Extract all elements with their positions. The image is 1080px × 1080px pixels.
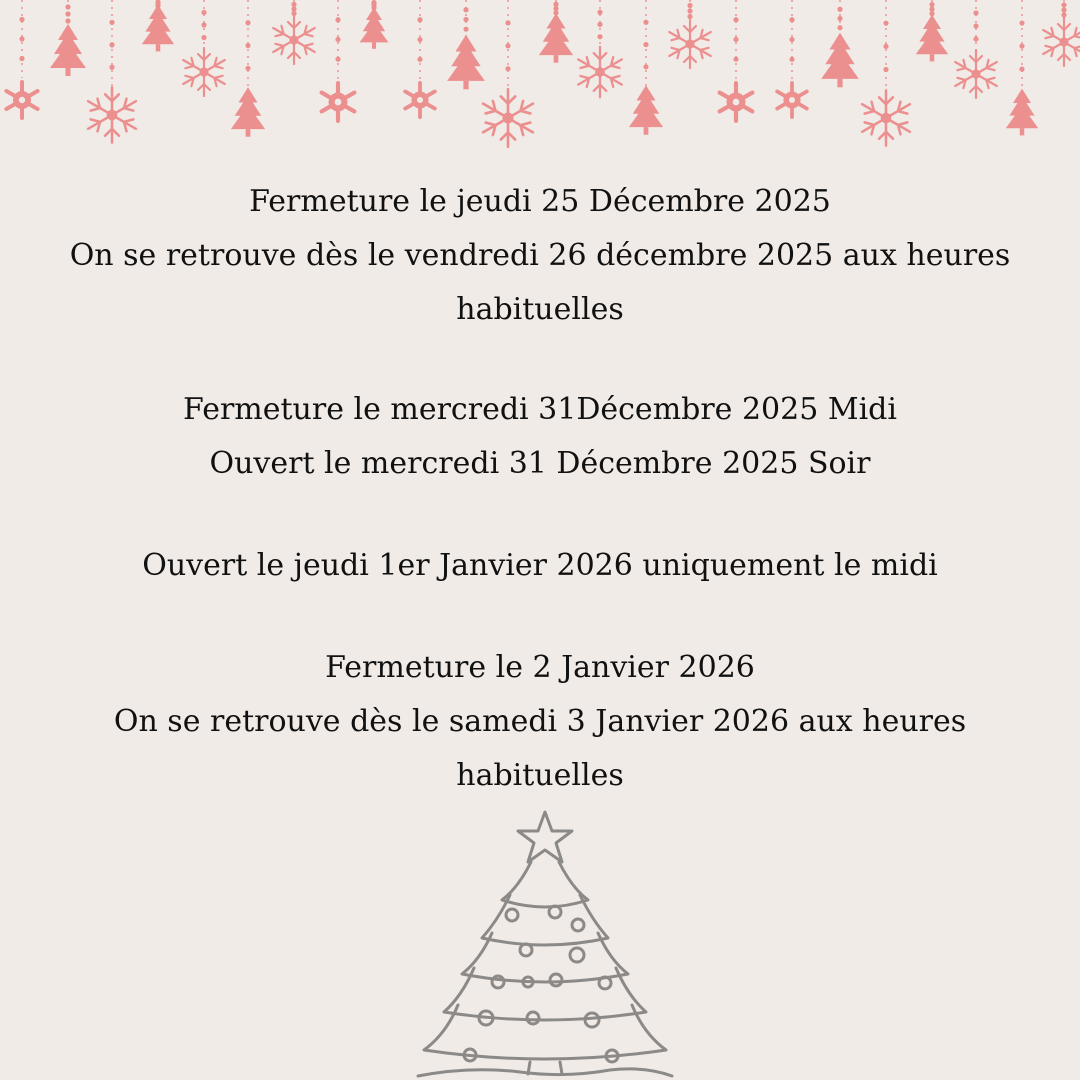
tree-ornament-icon bbox=[50, 0, 86, 76]
snowflake-ornament-icon bbox=[1043, 0, 1080, 66]
garland-decoration bbox=[0, 0, 1080, 170]
notice-christmas-closure bbox=[0, 175, 1080, 337]
notice-line: habituelles bbox=[456, 758, 624, 793]
snowflake-ornament-icon bbox=[273, 0, 315, 64]
notice-january-closure bbox=[0, 641, 1080, 803]
notice-new-years-day bbox=[0, 539, 1080, 593]
snowflake-ornament-icon bbox=[862, 0, 910, 146]
notice-line: Fermeture le mercredi 31Décembre 2025 Midi bbox=[183, 392, 897, 427]
notice-line: On se retrouve dès le samedi 3 Janvier 2026 aux heures bbox=[113, 704, 967, 739]
christmas-tree-icon bbox=[400, 800, 690, 1080]
tree-ornament-icon bbox=[1006, 0, 1038, 135]
tree-ornament-icon bbox=[629, 0, 663, 135]
snowflake-ornament-icon bbox=[777, 0, 807, 117]
tree-ornament-icon bbox=[231, 0, 265, 137]
snowflake-ornament-icon bbox=[669, 0, 711, 68]
snowflake-ornament-icon bbox=[405, 0, 435, 117]
notice-line: Ouvert le jeudi 1er Janvier 2026 uniquement le midi bbox=[142, 548, 938, 583]
tree-ornament-icon bbox=[360, 0, 389, 49]
notice-line: Fermeture le 2 Janvier 2026 bbox=[325, 650, 755, 685]
snowflake-ornament-icon bbox=[88, 0, 136, 143]
tree-ornament-icon bbox=[142, 0, 174, 51]
notice-line: Ouvert le mercredi 31 Décembre 2025 Soir bbox=[209, 446, 871, 481]
snowflake-ornament-icon bbox=[955, 0, 997, 98]
snowflake-ornament-icon bbox=[322, 0, 355, 121]
notice-new-years-eve bbox=[0, 383, 1080, 491]
snowflake-ornament-icon bbox=[720, 0, 753, 121]
snowflake-ornament-icon bbox=[6, 0, 37, 118]
tree-ornament-icon bbox=[916, 0, 948, 61]
snowflake-ornament-icon bbox=[483, 0, 533, 147]
notice-line: Fermeture le jeudi 25 Décembre 2025 bbox=[249, 184, 831, 219]
notice-line: habituelles bbox=[456, 292, 624, 327]
tree-ornament-icon bbox=[821, 0, 859, 87]
snowflake-ornament-icon bbox=[183, 0, 225, 96]
star-icon bbox=[518, 812, 572, 862]
snowflake-ornament-icon bbox=[578, 0, 622, 97]
tree-ornament-icon bbox=[539, 0, 573, 63]
tree-ornament-icon bbox=[447, 0, 485, 89]
notice-line: On se retrouve dès le vendredi 26 décembre 2025 aux heures bbox=[69, 238, 1011, 273]
